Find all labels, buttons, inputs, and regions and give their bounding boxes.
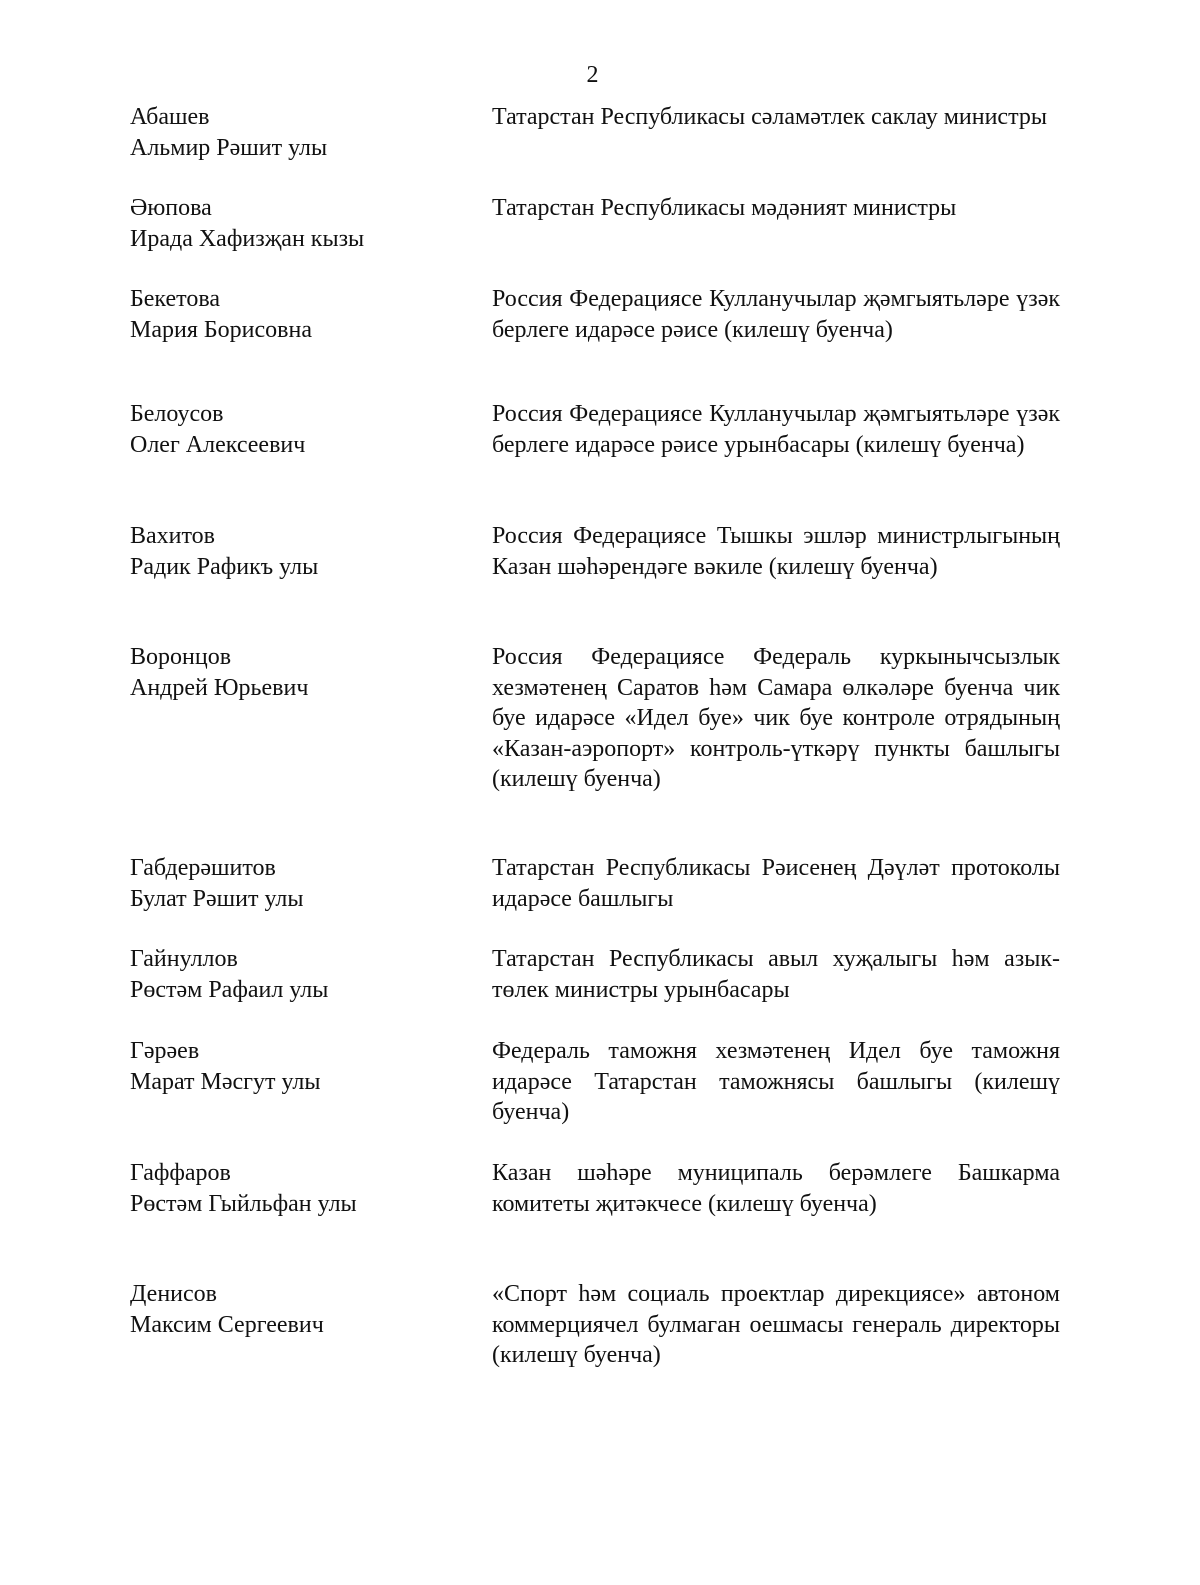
member-surname: Гәрәев (130, 1038, 200, 1064)
member-name (130, 1158, 450, 1220)
member-surname: Гайнуллов (130, 946, 238, 972)
member-name (130, 853, 450, 915)
member-given-name: Мария Борисовна (130, 317, 312, 343)
member-given-name: Максим Сергеевич (130, 1312, 324, 1338)
member-surname: Габдерәшитов (130, 855, 276, 881)
member-position: Россия Федерациясе Тышкы эшләр министрлыгының Казан шәһәрендәге вәкиле (килешү буенча) (492, 523, 1060, 580)
member-surname: Денисов (130, 1281, 217, 1307)
member-surname: Воронцов (130, 644, 232, 670)
member-given-name: Рөстәм Рафаил улы (130, 977, 329, 1003)
member-name (130, 521, 450, 583)
member-name (130, 399, 450, 461)
member-given-name: Ирада Хафизҗан кызы (130, 226, 365, 252)
member-given-name: Олег Алексеевич (130, 432, 306, 458)
member-position: Татарстан Республикасы сәламәтлек саклау министры (492, 104, 1047, 130)
member-surname: Гаффаров (130, 1160, 231, 1186)
member-given-name: Радик Рафикъ улы (130, 554, 319, 580)
member-given-name: Марат Мәсгут улы (130, 1069, 321, 1095)
member-name (130, 944, 450, 1006)
member-name (130, 1036, 450, 1098)
member-surname: Абашев (130, 104, 210, 130)
member-position: Россия Федерациясе Кулланучылар җәмгыятьләре үзәк берлеге идарәсе рәисе урынбасары (килешү буенча) (492, 401, 1060, 458)
member-position: Федераль таможня хезмәтенең Идел буе таможня идарәсе Татарстан таможнясы башлыгы (килешү буенча) (492, 1038, 1060, 1125)
member-surname: Вахитов (130, 523, 216, 549)
member-position: «Спорт һәм социаль проектлар дирекциясе» автоном коммерциячел булмаган оешмасы генераль директоры (килешү буенча) (492, 1281, 1060, 1368)
member-position: Россия Федерациясе Кулланучылар җәмгыятьләре үзәк берлеге идарәсе рәисе (килешү буенча) (492, 286, 1060, 343)
member-given-name: Булат Рәшит улы (130, 886, 304, 912)
member-position: Россия Федерациясе Федераль куркынычсызлык хезмәтенең Саратов һәм Самара өлкәләре буенча чик буе идарәсе «Идел буе» чик буе контроле отрядының «Казан-аэропорт» контроль-үткәрү пункты башлыгы (килешү буенча) (492, 644, 1060, 792)
member-name (130, 642, 450, 704)
member-surname: Белоусов (130, 401, 224, 427)
member-surname: Бекетова (130, 286, 220, 312)
member-given-name: Рөстәм Гыйльфан улы (130, 1191, 357, 1217)
member-name (130, 102, 450, 164)
member-position: Татарстан Республикасы мәдәният министры (492, 195, 957, 221)
member-given-name: Андрей Юрьевич (130, 675, 309, 701)
member-given-name: Альмир Рәшит улы (130, 135, 328, 161)
member-name (130, 284, 450, 346)
member-position: Татарстан Республикасы Рәисенең Дәүләт протоколы идарәсе башлыгы (492, 855, 1060, 912)
member-position: Казан шәһәре муниципаль берәмлеге Башкарма комитеты җитәкчесе (килешү буенча) (492, 1160, 1060, 1217)
page-number: 2 (586, 62, 599, 88)
member-name (130, 193, 450, 255)
member-surname: Әюпова (130, 195, 212, 221)
member-name (130, 1279, 450, 1341)
member-position: Татарстан Республикасы авыл хуҗалыгы һәм азык-төлек министры урынбасары (492, 946, 1060, 1003)
